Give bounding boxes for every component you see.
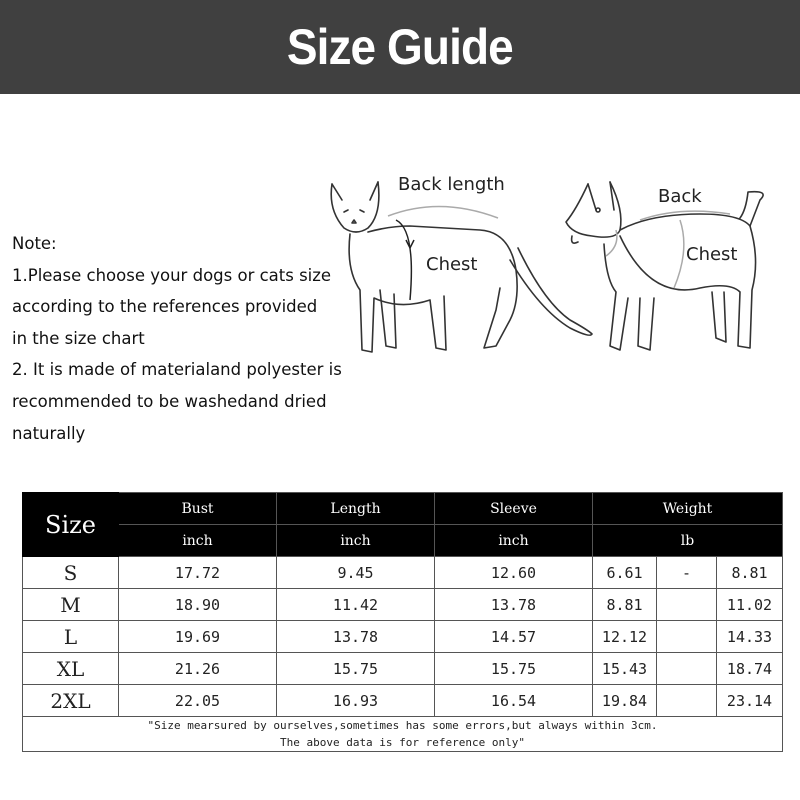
weight-dash (657, 589, 717, 621)
weight-max: 11.02 (717, 589, 783, 621)
size-header: Size (23, 493, 119, 557)
cat-chest-label: Chest (426, 254, 478, 275)
sleeve-value: 16.54 (435, 685, 593, 717)
size-label: 2XL (23, 685, 119, 717)
sleeve-header: Sleeve (435, 493, 593, 525)
sleeve-value: 13.78 (435, 589, 593, 621)
size-label: S (23, 557, 119, 589)
table-row (23, 621, 783, 653)
length-unit: inch (277, 525, 435, 557)
page-title: Size Guide (287, 19, 513, 75)
length-value: 9.45 (277, 557, 435, 589)
cat-back-measure-icon (388, 206, 498, 218)
weight-min: 12.12 (593, 621, 657, 653)
note-line: naturally (12, 423, 86, 443)
weight-min: 8.81 (593, 589, 657, 621)
dog-outline-icon (566, 182, 763, 350)
length-header: Length (277, 493, 435, 525)
note-line: in the size chart (12, 328, 145, 348)
sleeve-unit: inch (435, 525, 593, 557)
size-table (22, 492, 783, 752)
measurement-illustration (320, 170, 790, 370)
footnote-line: "Size mearsured by ourselves,sometimes has some errors,but always within 3cm. (147, 719, 658, 732)
table-row (23, 685, 783, 717)
size-label: M (23, 589, 119, 621)
weight-max: 8.81 (717, 557, 783, 589)
weight-dash: - (657, 557, 717, 589)
dog-chest-label: Chest (686, 244, 738, 265)
table-header-row (23, 493, 783, 525)
length-value: 13.78 (277, 621, 435, 653)
size-label: XL (23, 653, 119, 685)
cat-chest-measure-icon (396, 220, 411, 300)
bust-value: 19.69 (119, 621, 277, 653)
weight-max: 18.74 (717, 653, 783, 685)
note-line: recommended to be washedand dried (12, 391, 327, 411)
note-line: 1.Please choose your dogs or cats size (12, 265, 332, 285)
footnote-row (23, 717, 783, 752)
table-row (23, 653, 783, 685)
weight-dash (657, 653, 717, 685)
weight-max: 14.33 (717, 621, 783, 653)
weight-dash (657, 685, 717, 717)
table-row (23, 589, 783, 621)
bust-value: 18.90 (119, 589, 277, 621)
bust-value: 17.72 (119, 557, 277, 589)
bust-value: 21.26 (119, 653, 277, 685)
length-value: 16.93 (277, 685, 435, 717)
table-row (23, 557, 783, 589)
size-label: L (23, 621, 119, 653)
weight-unit: lb (593, 525, 783, 557)
table-unit-row (23, 525, 783, 557)
weight-min: 19.84 (593, 685, 657, 717)
bust-value: 22.05 (119, 685, 277, 717)
sleeve-value: 14.57 (435, 621, 593, 653)
bust-header: Bust (119, 493, 277, 525)
care-notes (12, 228, 352, 449)
sleeve-value: 15.75 (435, 653, 593, 685)
weight-min: 15.43 (593, 653, 657, 685)
weight-max: 23.14 (717, 685, 783, 717)
footnote-line: The above data is for reference only" (279, 736, 526, 749)
weight-min: 6.61 (593, 557, 657, 589)
cat-back-label: Back length (398, 174, 505, 195)
note-heading: Note: (12, 234, 57, 253)
weight-dash (657, 621, 717, 653)
dog-chest-measure-icon (674, 220, 684, 288)
dog-collar-measure-icon (606, 230, 617, 256)
footnote (23, 717, 783, 752)
title-banner (0, 0, 800, 94)
dog-back-label: Back (658, 186, 702, 207)
weight-header: Weight (593, 493, 783, 525)
length-value: 11.42 (277, 589, 435, 621)
sleeve-value: 12.60 (435, 557, 593, 589)
note-line: according to the references provided (12, 297, 318, 317)
length-value: 15.75 (277, 653, 435, 685)
note-line: 2. It is made of materialand polyester is (12, 360, 342, 380)
bust-unit: inch (119, 525, 277, 557)
